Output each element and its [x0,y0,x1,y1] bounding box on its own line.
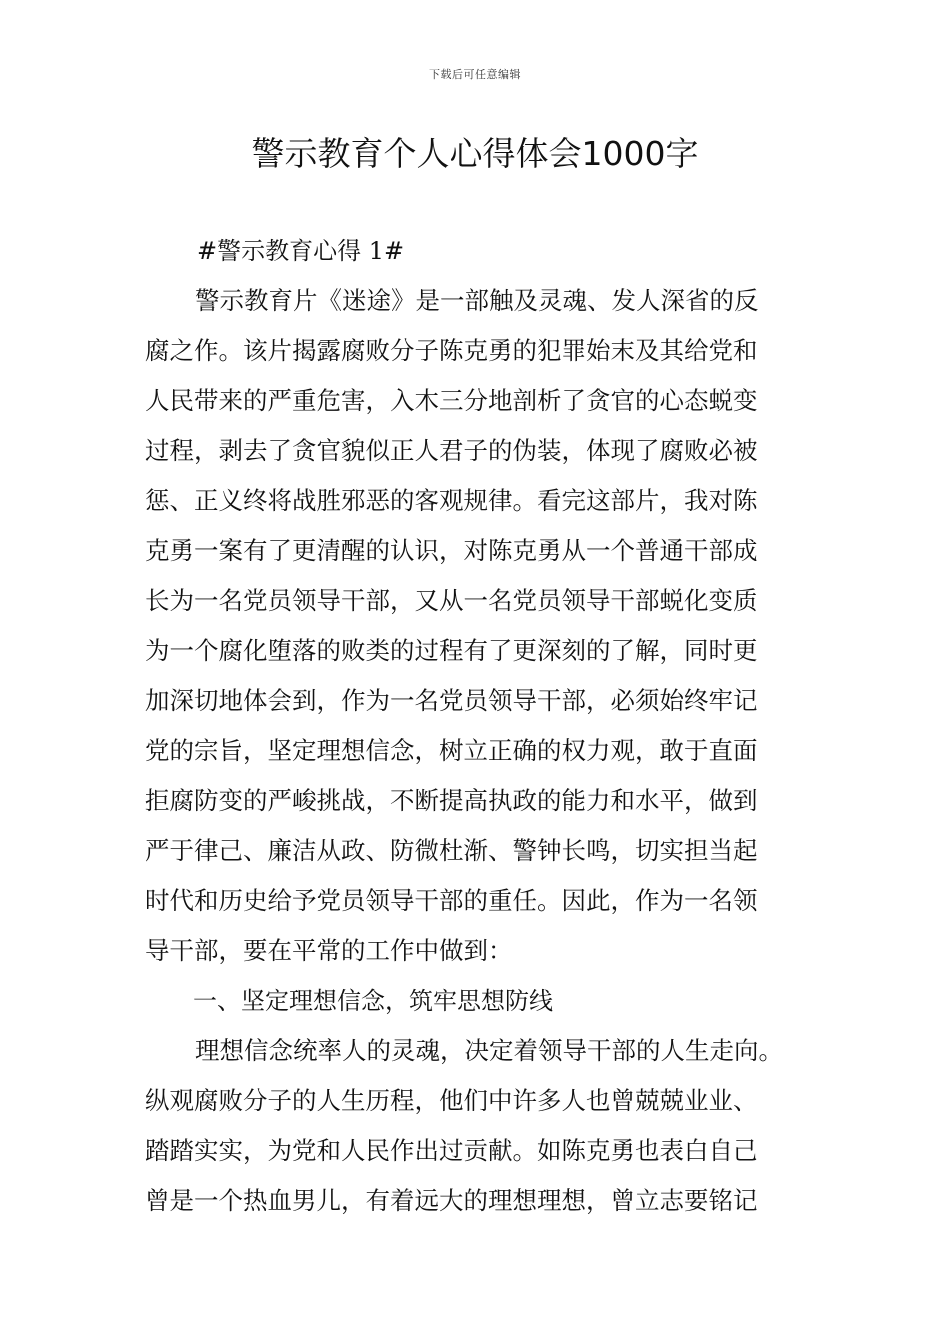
paragraph-line: 惩、正义终将战胜邪恶的客观规律。看完这部片，我对陈 [145,486,758,515]
paragraph-line: 过程，剥去了贪官貌似正人君子的伪装，体现了腐败必被 [145,436,758,465]
paragraph-line: 时代和历史给予党员领导干部的重任。因此，作为一名领 [145,886,758,915]
paragraph-line: 理想信念统率人的灵魂，决定着领导干部的人生走向。 [195,1036,783,1065]
paragraph-line: 腐之作。该片揭露腐败分子陈克勇的犯罪始末及其给党和 [145,336,758,365]
section-tag: #警示教育心得 1# [197,237,405,265]
paragraph-line: 党的宗旨，坚定理想信念，树立正确的权力观，敢于直面 [145,736,758,765]
paragraph-line: 纵观腐败分子的人生历程，他们中许多人也曾兢兢业业、 [145,1086,758,1115]
paragraph-1 [145,276,813,976]
paragraph-2 [145,1026,813,1226]
paragraph-line: 加深切地体会到，作为一名党员领导干部，必须始终牢记 [145,686,758,715]
paragraph-line: 导干部，要在平常的工作中做到： [145,936,513,965]
paragraph-line: 警示教育片《迷途》是一部触及灵魂、发人深省的反 [195,286,759,315]
paragraph-line: 人民带来的严重危害，入木三分地剖析了贪官的心态蜕变 [145,386,758,415]
paragraph-line: 踏踏实实，为党和人民作出过贡献。如陈克勇也表白自己 [145,1136,758,1165]
paragraph-line: 长为一名党员领导干部，又从一名党员领导干部蜕化变质 [145,586,758,615]
header-note: 下载后可任意编辑 [429,68,521,81]
paragraph-line: 曾是一个热血男儿，有着远大的理想理想，曾立志要铭记 [145,1186,758,1215]
document-body [145,226,813,1226]
subheading: 一、坚定理想信念，筑牢思想防线 [193,987,553,1015]
paragraph-line: 克勇一案有了更清醒的认识，对陈克勇从一个普通干部成 [145,536,758,565]
paragraph-line: 拒腐防变的严峻挑战，不断提高执政的能力和水平，做到 [145,786,758,815]
document-title: 警示教育个人心得体会1000字 [251,134,699,173]
paragraph-line: 为一个腐化堕落的败类的过程有了更深刻的了解，同时更 [145,636,758,665]
paragraph-line: 严于律己、廉洁从政、防微杜渐、警钟长鸣，切实担当起 [145,836,758,865]
